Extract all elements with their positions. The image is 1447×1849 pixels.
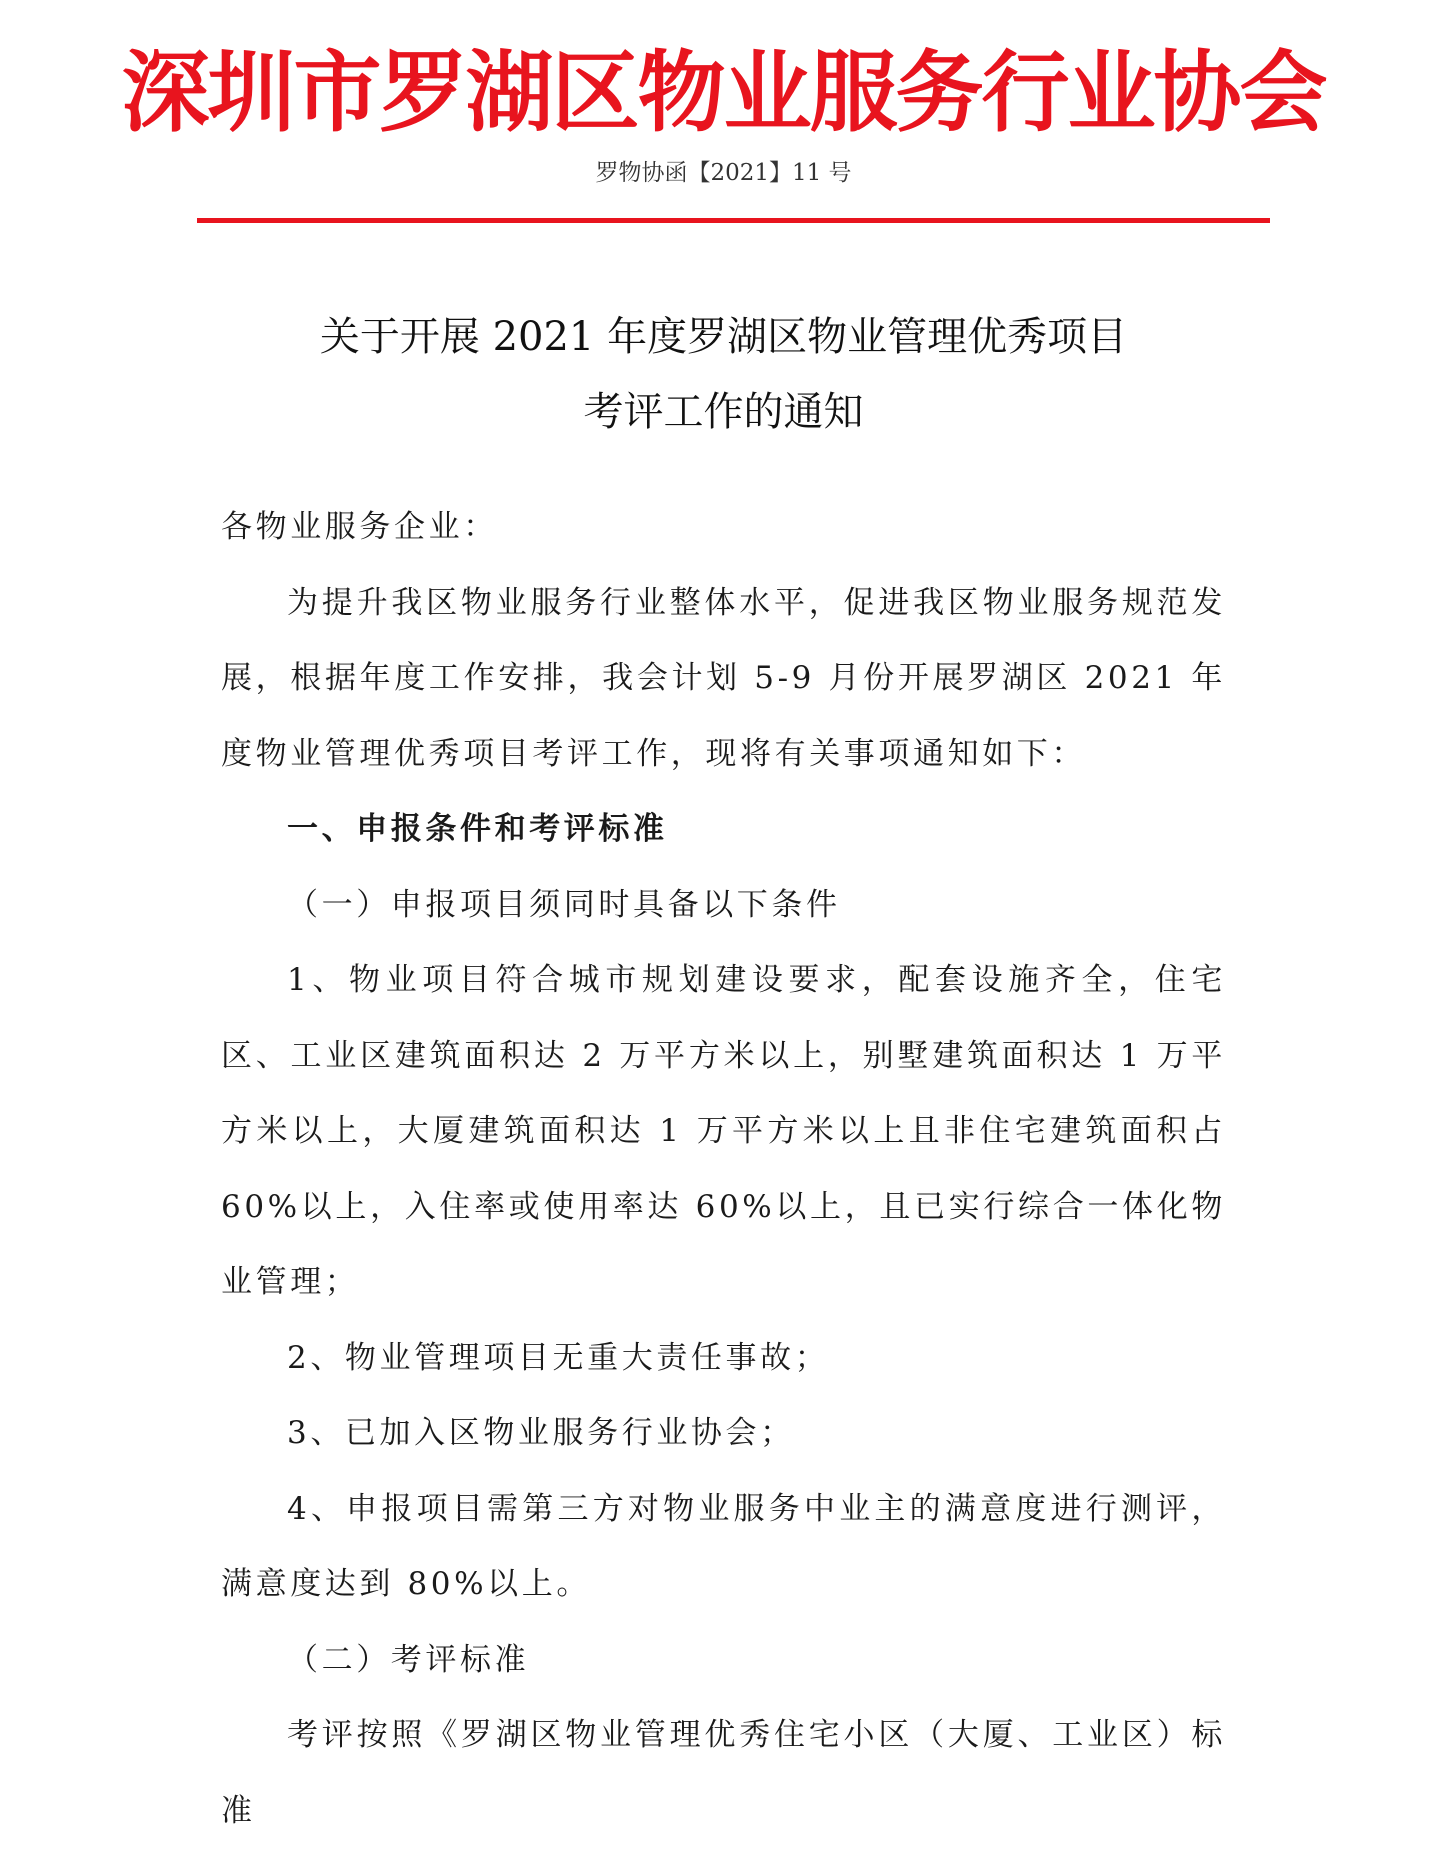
notice-body xyxy=(221,490,1226,1849)
condition-item-4: 4、申报项目需第三方对物业服务中业主的满意度进行测评，满意度达到 80%以上。 xyxy=(221,1490,1226,1602)
letterhead-divider xyxy=(197,218,1270,223)
condition-item-2: 2、物业管理项目无重大责任事故； xyxy=(287,1339,830,1376)
section-heading-1: 一、申报条件和考评标准 xyxy=(287,811,668,847)
organization-letterhead: 深圳市罗湖区物业服务行业协会 xyxy=(121,41,1326,144)
condition-item-3: 3、已加入区物业服务行业协会； xyxy=(287,1415,795,1451)
condition-item-1: 1、物业项目符合城市规划建设要求，配套设施齐全，住宅区、工业区建筑面积达 2 万平方米以上，别墅建筑面积达 1 万平方米以上，大厦建筑面积达 1 万平方米以上且非住宅建筑面积占 60%以上，入住率或使用率达 60%以上，且已实行综合一体化物业管理； xyxy=(221,962,1226,1300)
notice-title-line-1: 关于开展 2021 年度罗湖区物业管理优秀项目 xyxy=(319,314,1128,360)
criteria-paragraph: 考评按照《罗湖区物业管理优秀住宅小区（大厦、工业区）标准 xyxy=(221,1717,1226,1829)
notice-title xyxy=(0,300,1447,450)
intro-paragraph: 为提升我区物业服务行业整体水平，促进我区物业服务规范发展，根据年度工作安排，我会计划 5-9 月份开展罗湖区 2021 年度物业管理优秀项目考评工作，现将有关事项通知如下： xyxy=(221,584,1226,772)
salutation: 各物业服务企业： xyxy=(221,509,498,545)
notice-title-line-2: 考评工作的通知 xyxy=(583,389,864,435)
document-number: 罗物协函【2021】11 号 xyxy=(595,160,852,186)
subsection-heading-1: （一）申报项目须同时具备以下条件 xyxy=(287,886,841,923)
subsection-heading-2: （二）考评标准 xyxy=(287,1641,530,1678)
